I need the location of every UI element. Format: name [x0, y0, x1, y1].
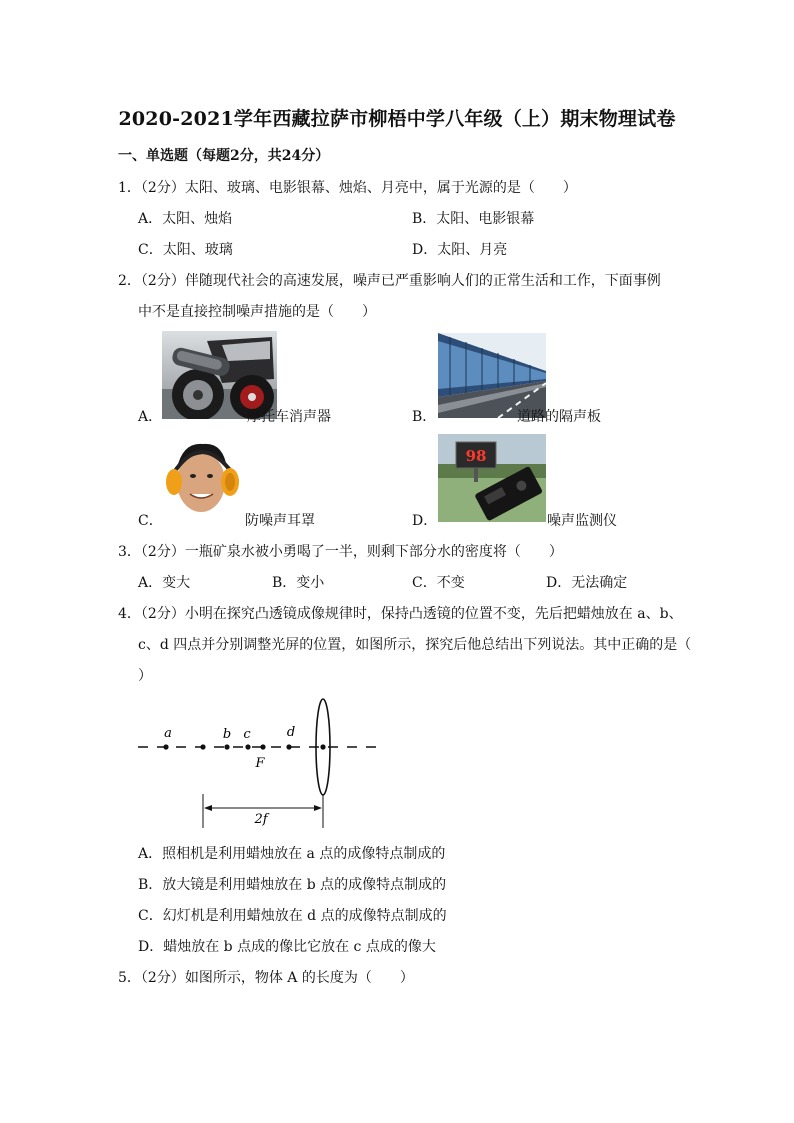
lens-diagram: [130, 690, 390, 830]
q4-option-b: B．放大镜是利用蜡烛放在 b 点的成像特点制成的: [138, 877, 447, 893]
q3-option-b: B．变小: [272, 575, 325, 591]
q3-option-d: D．无法确定: [546, 575, 628, 591]
point-d: [286, 744, 291, 749]
q3-stem: 3．（2分）一瓶矿泉水被小勇喝了一半，则剩下部分水的密度将（ ）: [118, 544, 563, 560]
point-c: [245, 744, 250, 749]
q2-option-c-caption: 防噪声耳罩: [245, 513, 315, 529]
q2-option-c-letter: C．: [138, 513, 163, 529]
q4-stem-line3: ）: [138, 668, 152, 684]
earmuffs-person-image: [163, 438, 243, 516]
q2-option-a-caption: 摩托车消声器: [247, 409, 331, 425]
q1-option-a: A．太阳、烛焰: [138, 211, 233, 227]
q4-stem-line2: c、d 四点并分别调整光屏的位置，如图所示，探究后他总结出下列说法。其中正确的是（: [138, 637, 692, 653]
q1-option-b: B．太阳、电影银幕: [412, 211, 535, 227]
noise-monitor-image: [438, 434, 546, 522]
point-focus: [260, 744, 265, 749]
q4-option-c: C．幻灯机是利用蜡烛放在 d 点的成像特点制成的: [138, 908, 447, 924]
q4-option-a: A．照相机是利用蜡烛放在 a 点的成像特点制成的: [138, 846, 446, 862]
q2-option-a-letter: A．: [138, 409, 163, 425]
q1-option-d: D．太阳、月亮: [412, 242, 508, 258]
q3-option-a: A．变大: [138, 575, 191, 591]
q4-option-d: D．蜡烛放在 b 点成的像比它放在 c 点成的像大: [138, 939, 436, 955]
q2-stem-line2: 中不是直接控制噪声措施的是（ ）: [138, 304, 376, 320]
label-b: b: [222, 727, 232, 742]
q5-stem: 5．（2分）如图所示，物体 A 的长度为（ ）: [118, 970, 414, 986]
monitor-reading: 98: [465, 447, 487, 465]
q3-option-c: C．不变: [412, 575, 465, 591]
q2-option-d-letter: D．: [412, 513, 438, 529]
label-c: c: [243, 727, 251, 742]
q2-option-d-caption: 噪声监测仪: [547, 513, 617, 529]
point-b: [224, 744, 229, 749]
label-focus: F: [255, 756, 265, 771]
page-title: 2020-2021学年西藏拉萨市柳梧中学八年级（上）期末物理试卷: [118, 108, 676, 130]
section-heading: 一、单选题（每题2分，共24分）: [118, 148, 330, 164]
lens-center: [320, 744, 325, 749]
label-d: d: [286, 725, 296, 740]
label-2f: 2f: [254, 812, 268, 827]
q4-stem-line1: 4．（2分）小明在探究凸透镜成像规律时，保持凸透镜的位置不变，先后把蜡烛放在 a、b、: [118, 606, 683, 622]
q1-stem: 1．（2分）太阳、玻璃、电影银幕、烛焰、月亮中，属于光源的是（ ）: [118, 180, 577, 196]
point-a: [163, 744, 168, 749]
q1-option-c: C．太阳、玻璃: [138, 242, 233, 258]
q2-option-b-letter: B．: [412, 409, 437, 425]
label-a: a: [164, 726, 172, 741]
q2-stem-line1: 2．（2分）伴随现代社会的高速发展，噪声已严重影响人们的正常生活和工作，下面事例: [118, 273, 661, 289]
q2-option-b-caption: 道路的隔声板: [517, 409, 601, 425]
point-2f: [200, 744, 205, 749]
